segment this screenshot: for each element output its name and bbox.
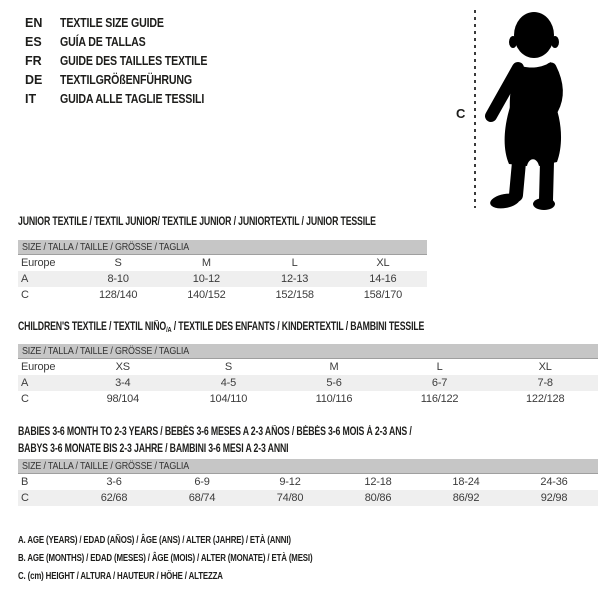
table-cell: 122/128 — [526, 393, 565, 405]
table-cell: 3-6 — [106, 476, 122, 488]
section-title-part: / TEXTILE DES ENFANTS / KINDERTEXTIL / BAMBINI TESSILE — [171, 321, 425, 333]
table-cell: S — [224, 361, 232, 373]
row-label: A — [18, 375, 70, 391]
table-cell: 18-24 — [452, 476, 480, 488]
table-cell: 152/158 — [275, 289, 314, 301]
toddler-silhouette-icon — [482, 10, 592, 210]
size-header-bar — [18, 240, 427, 255]
section-title-subscript: /A — [166, 325, 172, 334]
table-cell: 9-12 — [279, 476, 301, 488]
section-title-part: CHILDREN'S TEXTILE / TEXTIL NIÑO — [18, 321, 167, 333]
section-junior — [18, 215, 427, 303]
table-cell: 98/104 — [106, 393, 140, 405]
row-label: A — [18, 271, 74, 287]
table-cell: S — [114, 257, 122, 269]
children-size-table — [18, 344, 598, 407]
section-title-line1: BABIES 3-6 MONTH TO 2-3 YEARS / BEBÉS 3-6 MESES A 2-3 AÑOS / BÉBÉS 3-6 MOIS À 2-3 ANS / — [18, 426, 412, 438]
language-row — [25, 51, 233, 70]
table-row — [18, 359, 598, 376]
table-cell: 4-5 — [176, 375, 282, 391]
language-row — [25, 70, 233, 89]
table-cell: 80/86 — [334, 490, 422, 506]
row-label: Europe — [21, 257, 56, 269]
language-title: GUÍA DE TALLAS — [60, 34, 146, 49]
language-title: GUIDA ALLE TAGLIE TESSILI — [60, 91, 205, 106]
table-row — [18, 391, 598, 407]
language-code: DE — [25, 72, 43, 87]
table-cell: 12-13 — [251, 271, 339, 287]
language-code: EN — [25, 15, 43, 30]
language-code: IT — [25, 91, 37, 106]
table-cell: 128/140 — [98, 289, 138, 301]
babies-size-table — [18, 459, 598, 506]
table-cell: 62/68 — [70, 490, 158, 506]
table-cell: XL — [376, 257, 390, 269]
section-title-block — [18, 424, 598, 458]
table-row — [18, 287, 427, 303]
language-title: TEXTILGRÖßENFÜHRUNG — [60, 72, 192, 87]
footnote-line-a: A. AGE (YEARS) / EDAD (AÑOS) / ÂGE (ANS) / ALTER (JAHRE) / ETÀ (ANNI) — [18, 534, 291, 546]
table-cell: 3-4 — [70, 375, 176, 391]
section-babies — [18, 424, 598, 506]
height-dashed-line — [474, 10, 476, 208]
table-cell: 74/80 — [246, 490, 334, 506]
junior-size-table — [18, 240, 427, 303]
row-label: B — [21, 476, 29, 488]
language-row — [25, 13, 233, 32]
table-row — [18, 271, 427, 287]
language-code: ES — [25, 34, 42, 49]
table-cell: 5-6 — [281, 375, 387, 391]
row-label: C — [18, 490, 70, 506]
footnotes — [18, 531, 411, 585]
table-cell: L — [291, 257, 298, 269]
table-cell: 140/152 — [187, 289, 226, 301]
size-header-label: SIZE / TALLA / TAILLE / GRÖSSE / TAGLIA — [22, 241, 189, 253]
table-cell: 12-18 — [364, 476, 392, 488]
table-cell: XL — [538, 361, 552, 373]
table-cell: 10-12 — [162, 271, 250, 287]
language-title: TEXTILE SIZE GUIDE — [60, 15, 164, 30]
table-cell: 116/122 — [420, 393, 459, 405]
language-header — [25, 13, 233, 108]
table-cell: 7-8 — [492, 375, 598, 391]
section-title: JUNIOR TEXTILE / TEXTIL JUNIOR/ TEXTILE JUNIOR / JUNIORTEXTIL / JUNIOR TESSILE — [18, 216, 376, 228]
footnote-line-c: C. (cm) HEIGHT / ALTURA / HAUTEUR / HÖHE / ALTEZZA — [18, 570, 223, 582]
table-row — [18, 255, 427, 272]
table-cell: XS — [115, 361, 130, 373]
table-cell: 104/110 — [209, 393, 248, 405]
table-row — [18, 490, 598, 506]
section-children — [18, 320, 598, 407]
table-cell: 110/116 — [315, 393, 353, 405]
language-row — [25, 32, 233, 51]
language-title: GUIDE DES TAILLES TEXTILE — [60, 53, 208, 68]
table-cell: 158/170 — [363, 289, 403, 301]
table-cell: L — [436, 361, 443, 373]
language-code: FR — [25, 53, 42, 68]
table-cell: 92/98 — [510, 490, 598, 506]
row-label: C — [21, 289, 29, 301]
table-cell: 68/74 — [158, 490, 246, 506]
language-row — [25, 89, 233, 108]
row-label: C — [21, 393, 29, 405]
table-cell: 8-10 — [74, 271, 162, 287]
size-header-bar — [18, 459, 598, 474]
table-cell: 86/92 — [422, 490, 510, 506]
footnote-line-b: B. AGE (MONTHS) / EDAD (MESES) / ÂGE (MOIS) / ALTER (MONATE) / ETÀ (MESI) — [18, 552, 313, 564]
table-cell: 14-16 — [339, 271, 427, 287]
section-title-line2: BABYS 3-6 MONATE BIS 2-3 JAHRE / BAMBINI 3-6 MESI A 2-3 ANNI — [18, 443, 289, 455]
size-header-bar — [18, 344, 598, 359]
table-cell: 6-9 — [194, 476, 210, 488]
table-cell: 6-7 — [387, 375, 493, 391]
table-row — [18, 375, 598, 391]
table-cell: M — [329, 361, 339, 373]
height-label-c: C — [456, 106, 466, 121]
size-header-label: SIZE / TALLA / TAILLE / GRÖSSE / TAGLIA — [22, 460, 189, 472]
table-cell: 24-36 — [540, 476, 568, 488]
table-cell: M — [201, 257, 211, 269]
table-row — [18, 474, 598, 491]
section-title — [18, 320, 424, 337]
size-header-label: SIZE / TALLA / TAILLE / GRÖSSE / TAGLIA — [22, 345, 189, 357]
row-label: Europe — [21, 361, 56, 373]
